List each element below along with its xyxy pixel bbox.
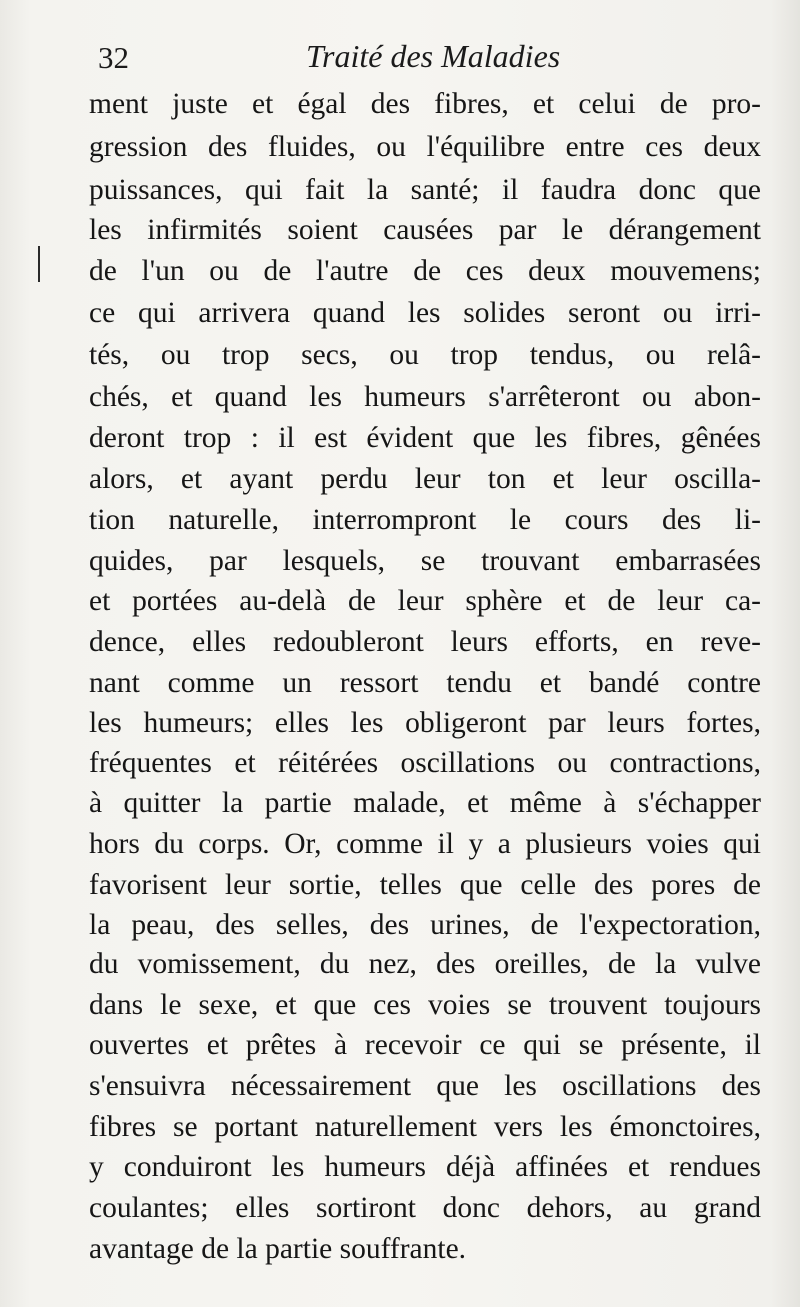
text-line: nant comme un ressort tendu et bandé contre — [89, 667, 761, 699]
running-title: Traité des Maladies — [306, 38, 561, 74]
page-number: 32 — [98, 40, 129, 75]
text-line: s'ensuivra nécessairement que les oscillations des — [89, 1070, 761, 1102]
text-line: à quitter la partie malade, et même à s'échapper — [89, 787, 761, 819]
text-line: coulantes; elles sortiront donc dehors, au grand — [89, 1192, 761, 1224]
text-line: tion naturelle, interrompront le cours des li- — [89, 504, 761, 536]
text-line: puissances, qui fait la santé; il faudra donc que — [89, 174, 761, 206]
text-line: gression des fluides, ou l'équilibre entre ces deux — [89, 131, 761, 163]
text-line: fréquentes et réitérées oscillations ou contractions, — [89, 747, 761, 779]
text-line: les infirmités soient causées par le dérangement — [89, 214, 761, 246]
text-line: avantage de la partie souffrante. — [89, 1233, 467, 1265]
text-line: quides, par lesquels, se trouvant embarrasées — [89, 545, 761, 577]
text-line: chés, et quand les humeurs s'arrêteront ou abon- — [89, 381, 761, 413]
text-line: ce qui arrivera quand les solides seront ou irri- — [89, 297, 761, 329]
text-line: les humeurs; elles les obligeront par leurs fortes, — [89, 707, 761, 739]
text-line: la peau, des selles, des urines, de l'expectoration, — [89, 909, 761, 941]
text-line: dence, elles redoubleront leurs efforts, en reve- — [89, 626, 761, 658]
text-line: du vomissement, du nez, des oreilles, de la vulve — [89, 948, 761, 980]
text-line: ment juste et égal des fibres, et celui de pro- — [89, 88, 761, 120]
text-line: fibres se portant naturellement vers les émonctoires, — [89, 1111, 761, 1143]
text-line: dans le sexe, et que ces voies se trouvent toujours — [89, 989, 761, 1021]
text-line: tés, ou trop secs, ou trop tendus, ou relâ- — [89, 339, 761, 371]
text-line: alors, et ayant perdu leur ton et leur oscilla- — [89, 463, 761, 495]
text-line: et portées au-delà de leur sphère et de leur ca- — [89, 585, 761, 617]
text-line: hors du corps. Or, comme il y a plusieurs voies qui — [89, 828, 761, 860]
text-line: y conduiront les humeurs déjà affinées et rendues — [89, 1151, 761, 1183]
text-line: de l'un ou de l'autre de ces deux mouvemens; — [89, 255, 761, 287]
text-line: deront trop : il est évident que les fibres, gênées — [89, 422, 761, 454]
text-line: favorisent leur sortie, telles que celle des pores de — [89, 869, 761, 901]
text-line: ouvertes et prêtes à recevoir ce qui se présente, il — [89, 1029, 761, 1061]
